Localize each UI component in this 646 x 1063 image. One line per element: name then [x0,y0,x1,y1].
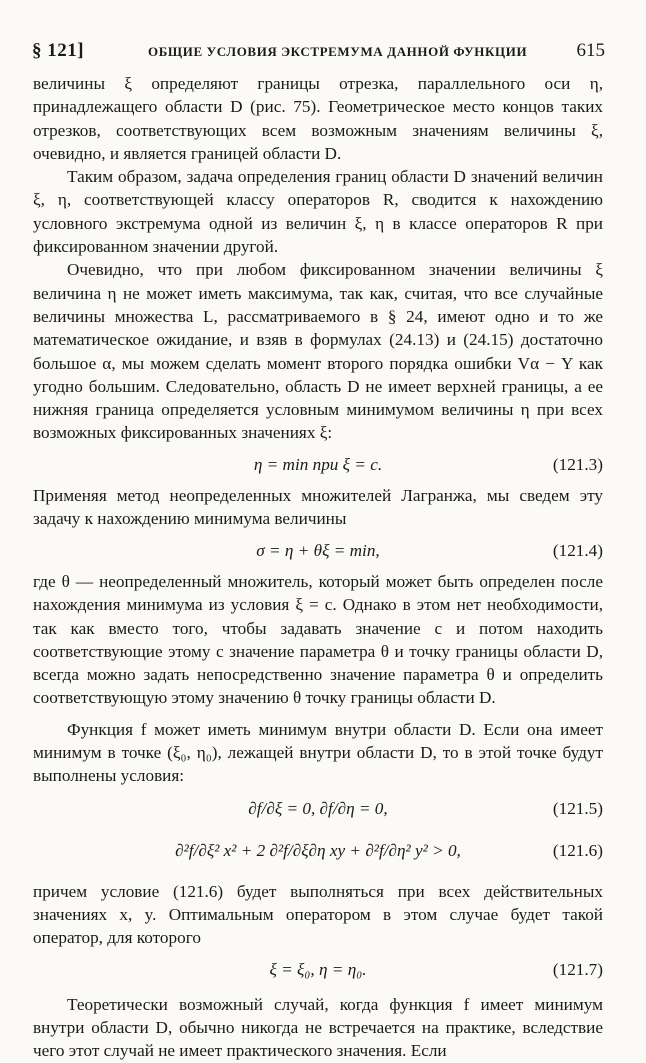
equation-121-4 [33,539,603,562]
page-number: 615 [576,40,605,61]
equation-121-5 [33,788,603,830]
equation-number: (121.6) [552,840,603,860]
paragraph: Теоретически возможный случай, когда функция f имеет минимум внутри области D, обычно никогда не встречается на практике, вследствие чего этот случай не имеет практического значения. Если [33,994,603,1061]
page-body [33,72,603,1063]
paragraph: Таким образом, задача определения границ области D значений величин ξ, η, соответствующей классу операторов R, сводится к нахождению условного экстремума одной из величин ξ, η в классе операторов R при фиксированном значении другой. [33,167,603,257]
equation-expression: ∂²f/∂ξ² x² + 2 ∂²f/∂ξ∂η xy + ∂²f/∂η² y² > 0, [175,840,461,860]
equation-121-3 [33,453,603,476]
paragraph: Применяя метод неопределенных множителей Лагранжа, мы сведем эту задачу к нахождению минимума величины [33,486,603,529]
equation-expression: ξ = ξ₀, η = η₀. [269,959,367,979]
paragraph: где θ — неопределенный множитель, который может быть определен после нахождения минимума из условия ξ = c. Однако в этом нет необходимости, так как вместо того, чтобы задавать значение c и потом находить соответствующие этому c значение параметра θ и точку границы области D, всегда можно задать непосредственно значение параметра θ и определить соответствующую этому значению θ точку границы области D. [33,571,603,708]
equation-number: (121.3) [552,454,603,474]
paragraph: величины ξ определяют границы отрезка, параллельного оси η, принадлежащего области D (рис. 75). Геометрическое место концов таких отрезков, соответствующих всем возможным значениям величины ξ, очевидно, и является границей области D. [33,74,603,163]
equation-expression: η = min при ξ = c. [253,454,383,474]
section-number: § 121] [32,40,85,61]
equation-number: (121.4) [552,540,603,560]
paragraph: причем условие (121.6) будет выполняться при всех действительных значениях x, y. Оптимальным оператором в этом случае будет такой оператор, для которого [33,881,603,948]
equation-number: (121.7) [552,959,603,979]
running-title: ОБЩИЕ УСЛОВИЯ ЭКСТРЕМУМА ДАННОЙ ФУНКЦИИ [148,44,528,59]
equation-expression: σ = η + θξ = min, [256,540,380,560]
equation-expression: ∂f/∂ξ = 0, ∂f/∂η = 0, [248,798,388,818]
paragraph: Функция f может иметь минимум внутри области D. Если она имеет минимум в точке (ξ₀, η₀), лежащей внутри области D, то в этой точке будут выполнены условия: [33,719,603,786]
equation-121-6 [33,830,603,872]
equation-121-7 [33,958,603,981]
equation-number: (121.5) [552,798,603,818]
page-header [30,40,605,64]
paragraph: Очевидно, что при любом фиксированном значении величины ξ величина η не может иметь максимума, так как, считая, что все случайные величины множества L, рассматриваемого в § 24, имеют одно и то же математическое ожидание, и взяв в формулах (24.13) и (24.15) достаточно большое α, мы можем сделать момент второго порядка ошибки Vα − Y как угодно большим. Следовательно, область D не имеет верхней границы, а ее нижняя граница определяется условным минимумом величины η при всех возможных фиксированных значениях ξ: [33,260,603,443]
